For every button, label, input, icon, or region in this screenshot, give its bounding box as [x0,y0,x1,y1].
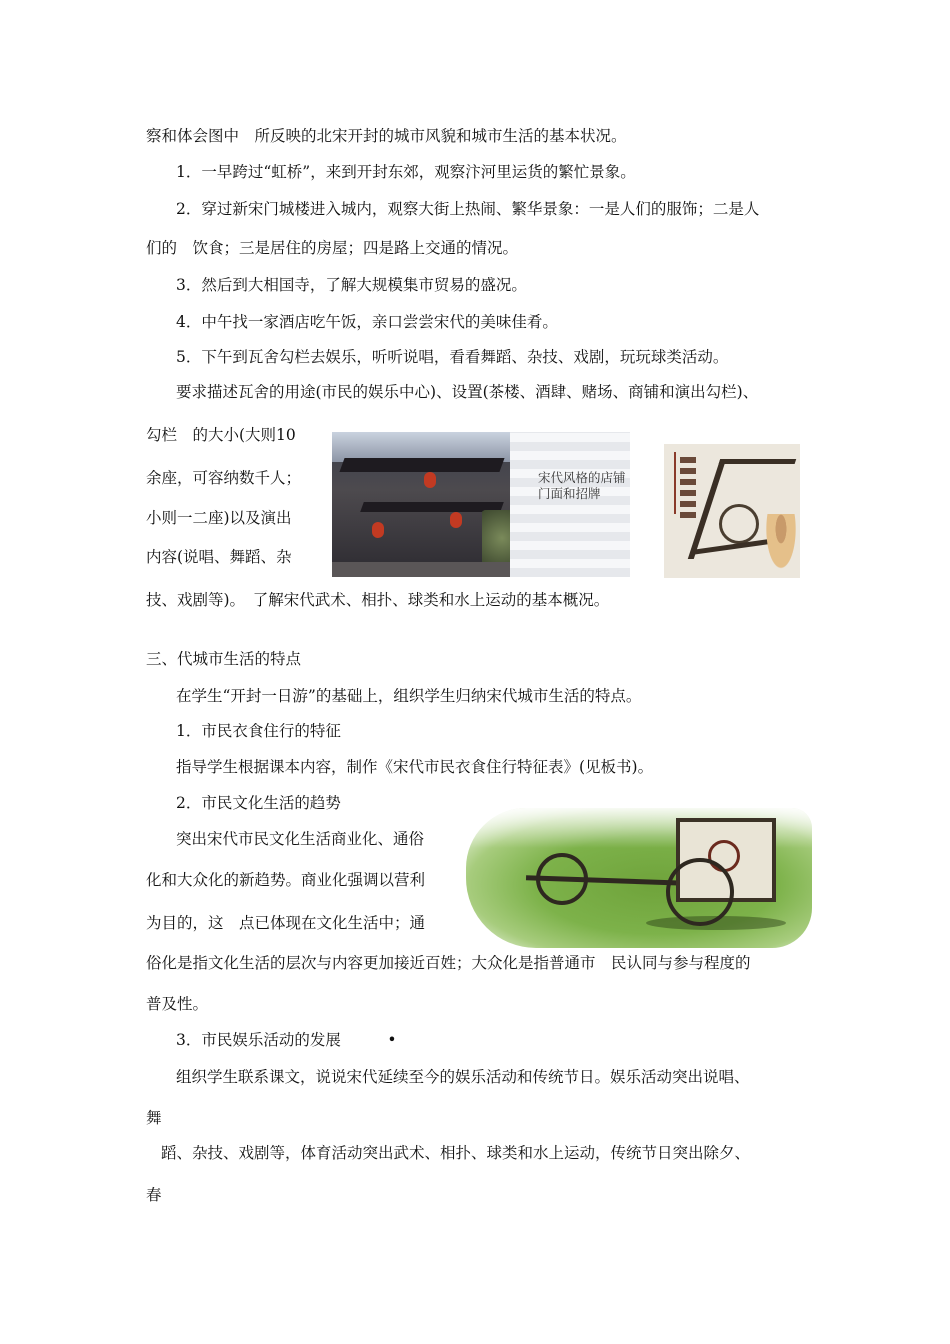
text-line: 普及性。 [146,995,209,1013]
weaving-loom-painting [664,444,800,578]
subheading: 2．市民文化生活的趋势 [176,794,341,812]
text-line: 1．一早跨过“虹桥”，来到开封东郊，观察汴河里运货的繁忙景象。 [176,163,636,181]
text-line: 5．下午到瓦舍勾栏去娱乐，听听说唱，看看舞蹈、杂技、戏剧，玩玩球类活动。 [176,348,729,366]
text-line: 3．然后到大相国寺，了解大规模集市贸易的盛况。 [176,276,527,294]
caption-plaque [510,432,630,577]
text-line: 舞 [146,1109,162,1127]
text-line: 技、戏剧等)。 了解宋代武术、相扑、球类和水上运动的基本概况。 [146,591,610,609]
text-line: 为目的，这 点已体现在文化生活中；通 [146,914,426,932]
text-line: 在学生“开封一日游”的基础上，组织学生归纳宋代城市生活的特点。 [176,687,642,705]
lantern-icon [372,522,384,538]
text-line: 勾栏 的大小(大则10 [146,426,296,444]
text-line: 组织学生联系课文，说说宋代延续至今的娱乐活动和传统节日。娱乐活动突出说唱、 [176,1068,750,1086]
street [332,562,510,577]
section-heading: 三、代城市生活的特点 [146,650,302,668]
text-line: 指导学生根据课本内容，制作《宋代市民衣食住行特征表》(见板书)。 [176,758,654,776]
text-line: 突出宋代市民文化生活商业化、通俗 [176,830,425,848]
photo-caption: 宋代风格的店铺门面和招牌 [538,470,626,501]
subheading: 1．市民衣食住行的特征 [176,722,341,740]
text-line: 春 [146,1186,162,1204]
weaver-figure [764,514,798,574]
large-wheel [666,858,734,926]
text-line: 化和大众化的新趋势。商业化强调以营利 [146,871,426,889]
subheading: 3．市民娱乐活动的发展 • [176,1031,397,1049]
ancient-cart-photo [466,808,812,948]
text-line: 蹈、杂技、戏剧等，体育活动突出武术、相扑、球类和水上运动，传统节日突出除夕、 [161,1144,751,1162]
calligraphy-inscription [674,452,702,514]
lantern-icon [424,472,436,488]
text-line: 2．穿过新宋门城楼进入城内，观察大街上热闹、繁华景象：一是人们的服饰；二是人 [176,200,760,218]
small-wheel [536,853,588,905]
song-shopfront-photo [332,432,630,577]
loom-wheel [719,504,759,544]
text-line: 察和体会图中 所反映的北宋开封的城市风貌和城市生活的基本状况。 [146,127,627,145]
text-line: 要求描述瓦舍的用途(市民的娱乐中心)、设置(茶楼、酒肆、赌场、商铺和演出勾栏)、 [176,383,759,401]
text-line: 们的 饮食；三是居住的房屋；四是路上交通的情况。 [146,239,519,257]
roof-eave [339,458,504,472]
text-line: 内容(说唱、舞蹈、杂 [146,548,292,566]
text-line: 小则一二座)以及演出 [146,509,292,527]
text-line: 余座，可容纳数千人； [146,469,302,487]
text-line: 4．中午找一家酒店吃午饭，亲口尝尝宋代的美味佳肴。 [176,313,558,331]
text-line: 俗化是指文化生活的层次与内容更加接近百姓；大众化是指普通市 民认同与参与程度的 [146,954,751,972]
lantern-icon [450,512,462,528]
